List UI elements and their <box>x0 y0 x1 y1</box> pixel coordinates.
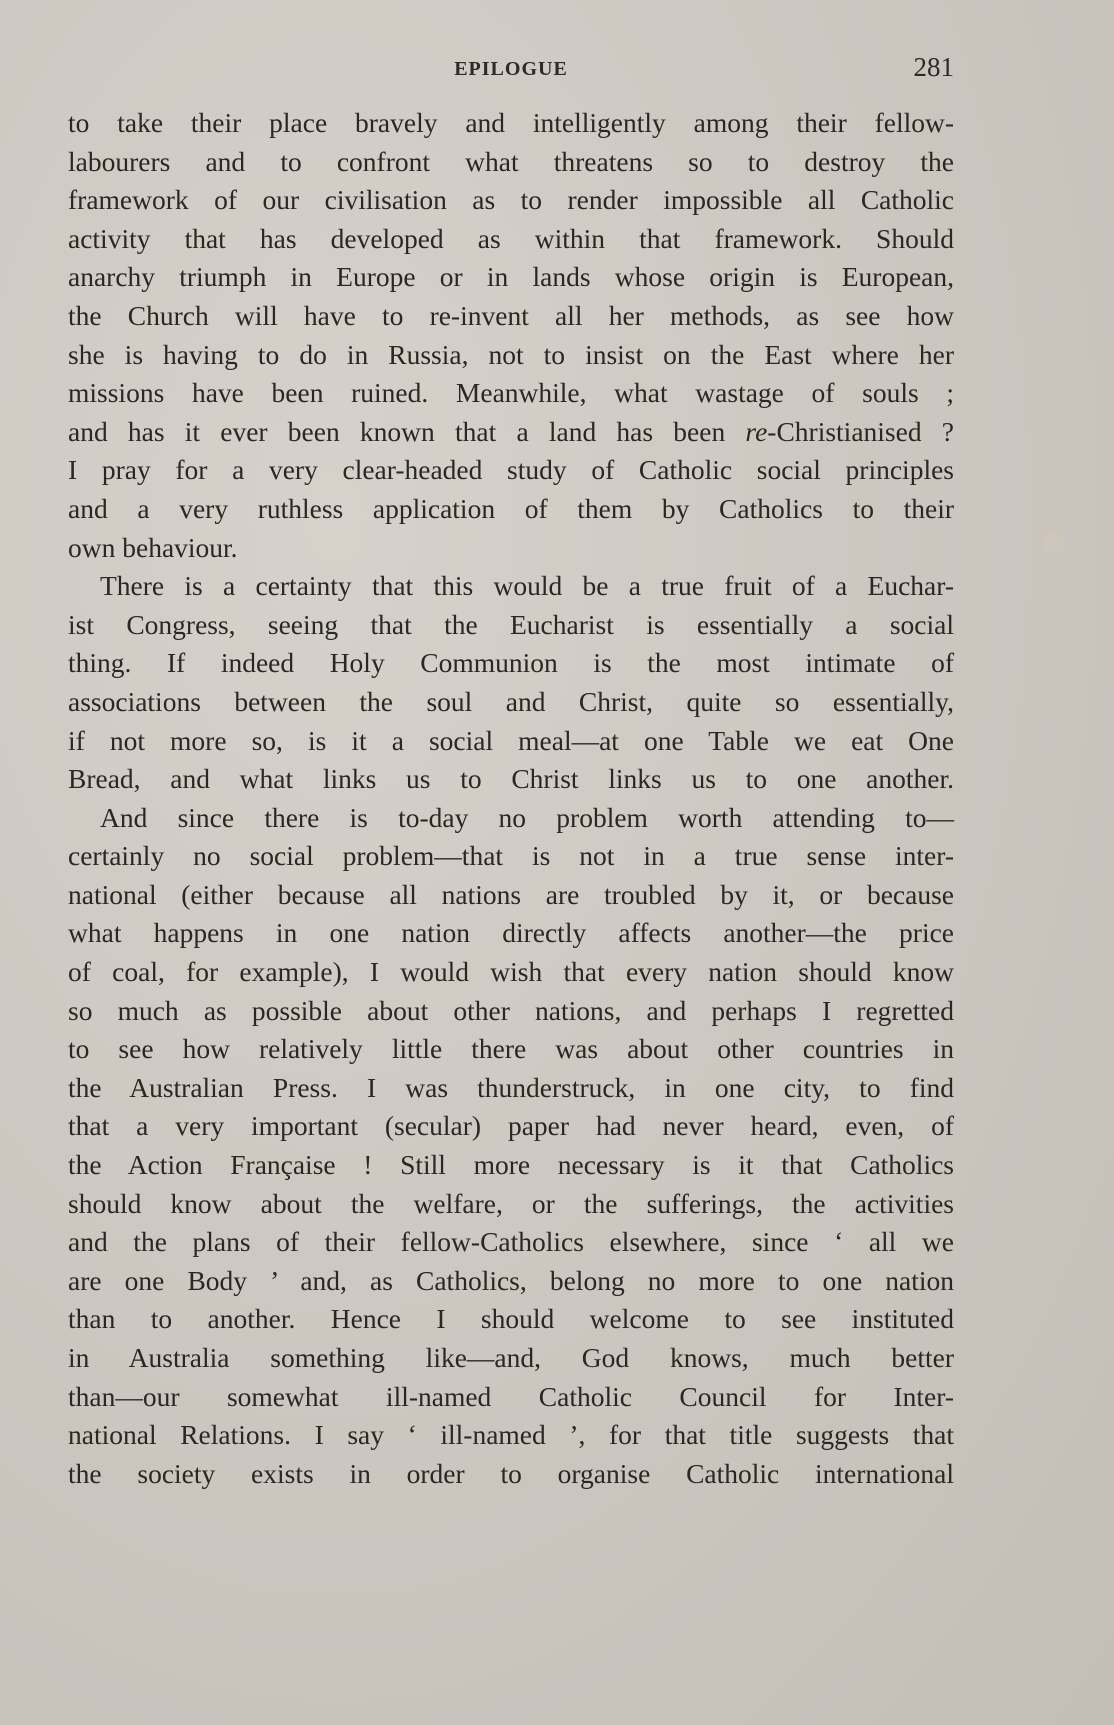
text-line <box>68 1146 954 1185</box>
text-line <box>68 914 954 953</box>
text-segment: associations between the soul and Christ, quite so essentially, <box>68 685 954 717</box>
text-segment: labourers and to confront what threatens so to destroy the <box>68 145 954 177</box>
text-segment: ist Congress, seeing that the Eucharist is essentially a social <box>68 608 954 640</box>
text-segment: anarchy triumph in Europe or in lands whose origin is European, <box>68 261 954 293</box>
text-line <box>68 143 954 182</box>
text-segment: thing. If indeed Holy Communion is the most intimate of <box>68 647 954 679</box>
text-segment: There is a certainty that this would be a true fruit of a Euchar- <box>100 570 954 602</box>
text-line <box>68 1223 954 1262</box>
text-line <box>68 1069 954 1108</box>
text-segment: the Australian Press. I was thunderstruck, in one city, to find <box>68 1071 954 1103</box>
text-segment: to see how relatively little there was about other countries in <box>68 1033 954 1065</box>
text-segment: -Christianised ? <box>767 415 954 447</box>
text-line <box>68 1107 954 1146</box>
text-segment: if not more so, is it a social meal—at one Table we eat One <box>68 724 954 756</box>
text-line <box>68 953 954 992</box>
text-line <box>68 837 954 876</box>
text-segment: And since there is to-day no problem worth attending to— <box>100 801 954 833</box>
text-segment: should know about the welfare, or the sufferings, the activities <box>68 1187 954 1219</box>
text-segment: activity that has developed as within that framework. Should <box>68 222 954 254</box>
text-segment: are one Body ’ and, as Catholics, belong no more to one nation <box>68 1264 954 1296</box>
text-segment: certainly no social problem—that is not in a true sense inter- <box>68 840 954 872</box>
text-line <box>68 490 954 529</box>
text-segment: own behaviour. <box>68 531 238 563</box>
text-line <box>68 451 954 490</box>
text-line <box>68 1030 954 1069</box>
text-segment: than—our somewhat ill-named Catholic Council for Inter- <box>68 1380 954 1412</box>
text-segment: the Action Française ! Still more necessary is it that Catholics <box>68 1149 954 1181</box>
text-line <box>68 799 954 838</box>
text-segment: of coal, for example), I would wish that every nation should know <box>68 956 954 988</box>
text-segment: the Church will have to re-invent all her methods, as see how <box>68 299 954 331</box>
italic-text: re <box>745 415 768 447</box>
text-line <box>68 220 954 259</box>
text-segment: she is having to do in Russia, not to insist on the East where her <box>68 338 954 370</box>
text-line <box>68 760 954 799</box>
text-line <box>68 181 954 220</box>
text-segment: missions have been ruined. Meanwhile, what wastage of souls ; <box>68 377 954 409</box>
text-line <box>68 683 954 722</box>
text-segment: and the plans of their fellow-Catholics elsewhere, since ‘ all we <box>68 1226 954 1258</box>
text-segment: in Australia something like—and, God knows, much better <box>68 1342 954 1373</box>
text-line <box>68 567 954 606</box>
text-segment: national (either because all nations are troubled by it, or because <box>68 878 954 910</box>
text-segment: and a very ruthless application of them by Catholics to their <box>68 492 954 524</box>
body-text <box>68 104 954 1493</box>
text-line <box>68 722 954 761</box>
text-segment: and has it ever been known that a land has been <box>68 415 746 447</box>
text-segment: than to another. Hence I should welcome to see instituted <box>68 1303 954 1335</box>
text-segment: I pray for a very clear-headed study of Catholic social principles <box>68 454 954 486</box>
text-segment: so much as possible about other nations, and perhaps I regretted <box>68 994 954 1026</box>
text-line <box>68 1262 954 1301</box>
text-segment: national Relations. I say ‘ ill-named ’, for that title suggests that <box>68 1419 954 1451</box>
text-segment: Bread, and what links us to Christ links us to one another. <box>68 763 954 795</box>
text-line <box>68 258 954 297</box>
text-line <box>68 413 954 452</box>
text-line <box>68 1455 954 1494</box>
text-line <box>68 1416 954 1455</box>
page-header <box>68 52 954 92</box>
text-segment: to take their place bravely and intelligently among their fellow- <box>68 107 954 138</box>
running-head: EPILOGUE <box>454 58 568 80</box>
page-number: 281 <box>913 52 954 82</box>
text-line <box>68 1339 954 1378</box>
text-line <box>68 336 954 375</box>
text-line <box>68 606 954 645</box>
text-line <box>68 992 954 1031</box>
text-line <box>68 1185 954 1224</box>
text-segment: the society exists in order to organise Catholic international <box>68 1457 954 1489</box>
text-line <box>68 104 954 143</box>
text-line <box>68 297 954 336</box>
text-line <box>68 1300 954 1339</box>
text-line <box>68 529 954 568</box>
text-line <box>68 876 954 915</box>
text-line <box>68 1378 954 1417</box>
paper-speck <box>1040 528 1070 558</box>
text-segment: that a very important (secular) paper had never heard, even, of <box>68 1110 954 1142</box>
text-line <box>68 644 954 683</box>
text-segment: framework of our civilisation as to render impossible all Catholic <box>68 184 954 216</box>
text-line <box>68 374 954 413</box>
text-segment: what happens in one nation directly affects another—the price <box>68 917 954 949</box>
